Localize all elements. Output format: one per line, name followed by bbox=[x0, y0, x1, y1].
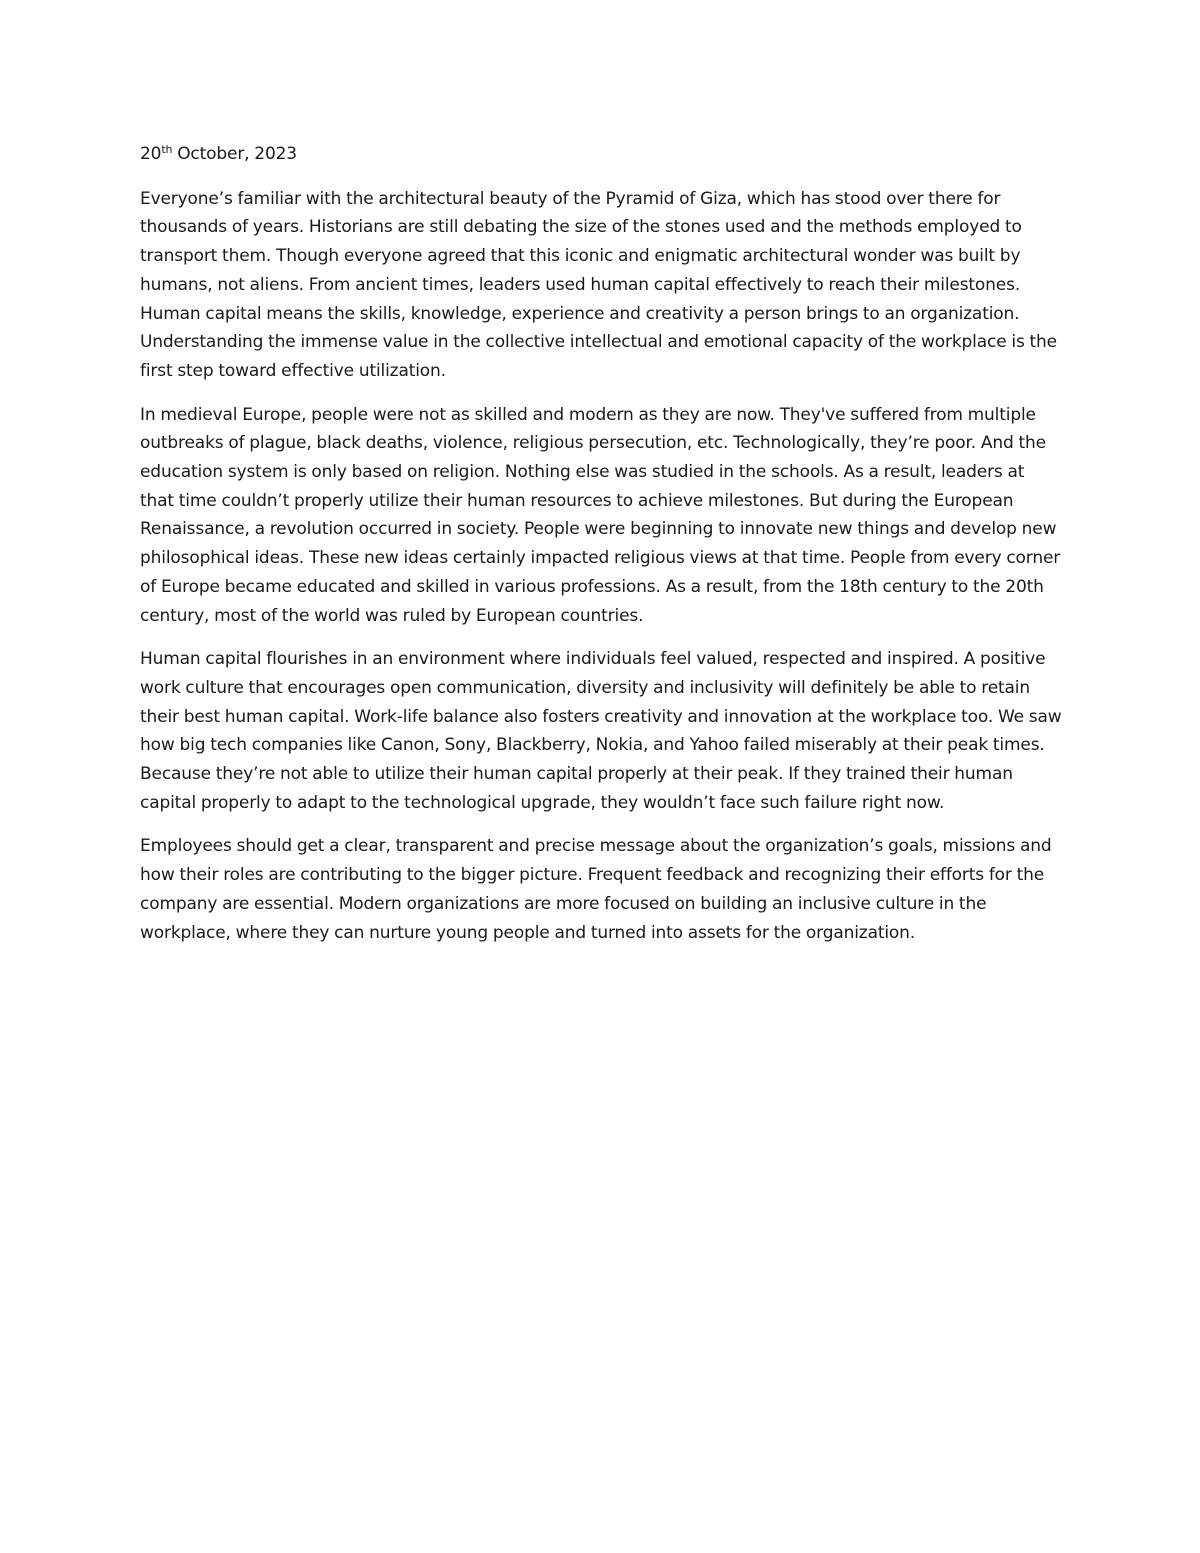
document-date bbox=[140, 140, 1062, 169]
paragraph-pyramid-giza: Everyone’s familiar with the architectural beauty of the Pyramid of Giza, which has stood over there for thousands of years. Historians are still debating the size of the stones used and the methods employed to transport them. Though everyone agreed that this iconic and enigmatic architectural wonder was built by humans, not aliens. From ancient times, leaders used human capital effectively to reach their milestones. Human capital means the skills, knowledge, experience and creativity a person brings to an organization. Understanding the immense value in the collective intellectual and emotional capacity of the workplace is the first step toward effective utilization. bbox=[140, 188, 1057, 381]
paragraph-medieval-europe: In medieval Europe, people were not as skilled and modern as they are now. They've suffered from multiple outbreaks of plague, black deaths, violence, religious persecution, etc. Technologically, they’re poor. And the education system is only based on religion. Nothing else was studied in the schools. As a result, leaders at that time couldn’t properly utilize their human resources to achieve milestones. But during the European Renaissance, a revolution occurred in society. People were beginning to innovate new things and develop new philosophical ideas. These new ideas certainly impacted religious views at that time. People from every corner of Europe became educated and skilled in various professions. As a result, from the 18th century to the 20th century, most of the world was ruled by European countries. bbox=[140, 404, 1061, 626]
date-month-year: October, 2023 bbox=[172, 144, 297, 164]
paragraph-employee-communication: Employees should get a clear, transparent and precise message about the organization’s goals, missions and how their roles are contributing to the bigger picture. Frequent feedback and recognizing their efforts for the company are essential. Modern organizations are more focused on building an inclusive culture in the workplace, where they can nurture young people and turned into assets for the organization. bbox=[140, 836, 1052, 943]
paragraph-work-culture: Human capital flourishes in an environment where individuals feel valued, respected and inspired. A positive work culture that encourages open communication, diversity and inclusivity will definitely be able to retain their best human capital. Work-life balance also fosters creativity and innovation at the workplace too. We saw how big tech companies like Canon, Sony, Blackberry, Nokia, and Yahoo failed miserably at their peak times. Because they’re not able to utilize their human capital properly at their peak. If they trained their human capital properly to adapt to the technological upgrade, they wouldn’t face such failure right now. bbox=[140, 649, 1062, 813]
date-ordinal-suffix: th bbox=[161, 143, 173, 156]
document-body bbox=[140, 140, 1062, 962]
date-day: 20 bbox=[140, 144, 162, 164]
